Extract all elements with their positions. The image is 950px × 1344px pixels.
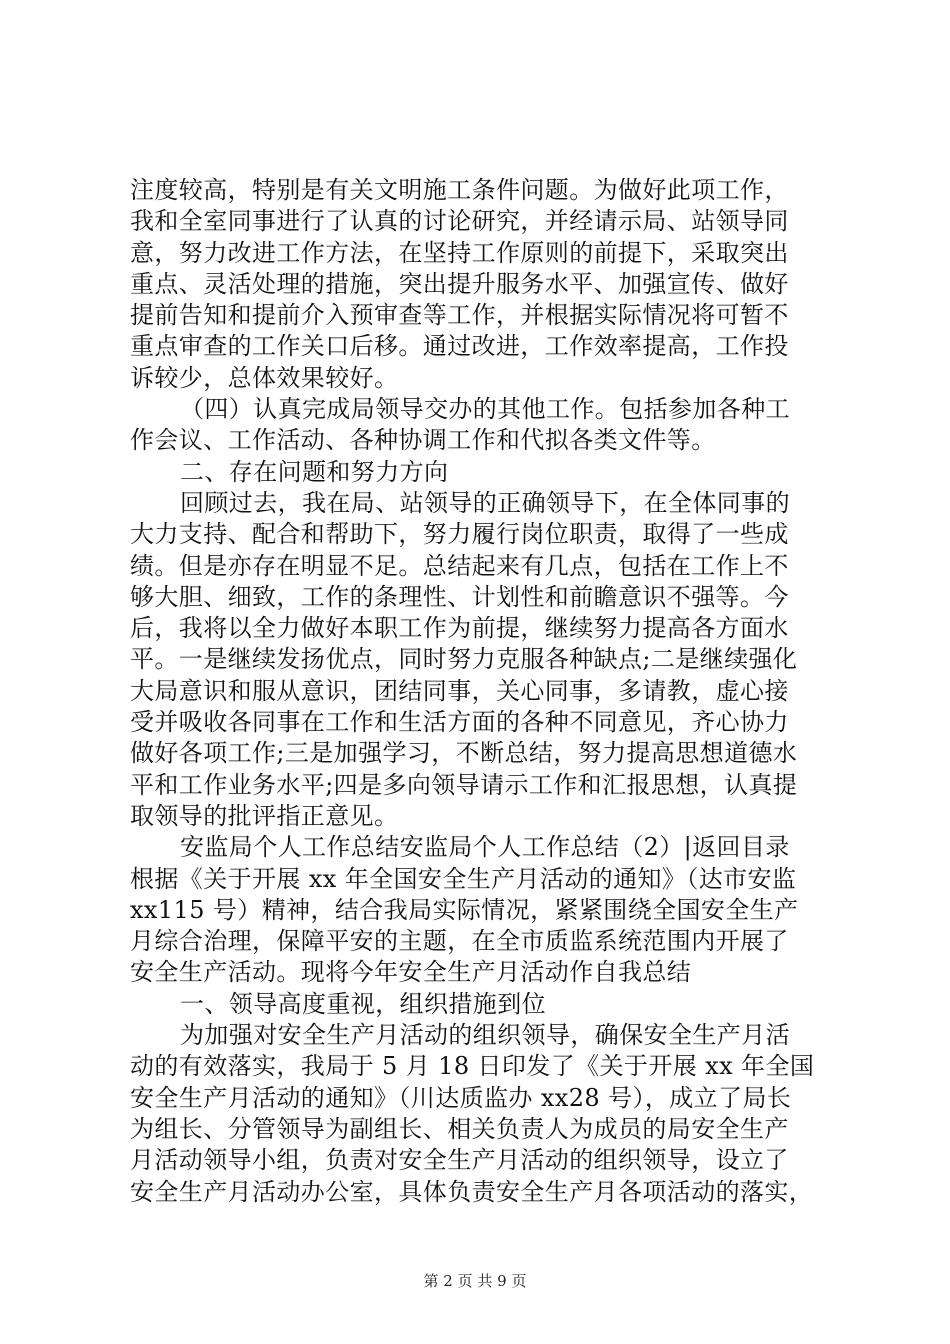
body-text <box>130 175 830 1208</box>
text-line: 我和全室同事进行了认真的讨论研究，并经请示局、站领导同 <box>130 207 789 236</box>
text-line: 取领导的批评指正意见。 <box>130 801 399 830</box>
text-line: 根据《关于开展 xx 年全国安全生产月活动的通知》（达市安监 <box>130 864 797 893</box>
text-line: 重点、灵活处理的措施，突出提升服务水平、加强宣传、做好 <box>130 269 789 298</box>
text-line: 大力支持、配合和帮助下，努力履行岗位职责，取得了一些成 <box>130 520 789 549</box>
page-footer: 第 2 页 共 9 页 <box>423 1272 527 1290</box>
text-line: 平和工作业务水平;四是多向领导请示工作和汇报思想，认真提 <box>130 770 798 799</box>
text-line: 意，努力改进工作方法，在坚持工作原则的前提下，采取突出 <box>130 238 789 267</box>
text-line: 注度较高，特别是有关文明施工条件问题。为做好此项工作， <box>130 176 789 204</box>
text-line: 作会议、工作活动、各种协调工作和代拟各类文件等。 <box>130 426 716 455</box>
text-line: 为组长、分管领导为副组长、相关负责人为成员的局安全生产 <box>130 1114 789 1143</box>
text-line: （四）认真完成局领导交办的其他工作。包括参加各种工 <box>180 395 790 424</box>
text-line: 平。一是继续发扬优点，同时努力克服各种缺点;二是继续强化 <box>130 645 798 674</box>
text-line: 为加强对安全生产月活动的组织领导，确保安全生产月活 <box>180 1021 790 1050</box>
text-line: 做好各项工作;三是加强学习，不断总结，努力提高思想道德水 <box>130 739 798 768</box>
text-line: 绩。但是亦存在明显不足。总结起来有几点，包括在工作上不 <box>130 551 789 580</box>
text-line: 后，我将以全力做好本职工作为前提，继续努力提高各方面水 <box>130 614 789 643</box>
text-line: 月综合治理，保障平安的主题，在全市质监系统范围内开展了 <box>130 927 789 956</box>
text-line: 提前告知和提前介入预审查等工作，并根据实际情况将可暂不 <box>130 301 789 330</box>
text-line: 安全生产月活动的通知》（川达质监办 xx28 号），成立了局长 <box>130 1083 792 1112</box>
text-line: 一、领导高度重视，组织措施到位 <box>180 989 546 1018</box>
text-line: 回顾过去，我在局、站领导的正确领导下，在全体同事的 <box>180 488 790 517</box>
text-line: 受并吸收各同事在工作和生活方面的各种不同意见，齐心协力 <box>130 708 789 737</box>
text-line: 大局意识和服从意识，团结同事，关心同事，多请教，虚心接 <box>130 676 789 705</box>
text-line: xx115 号）精神，结合我局实际情况，紧紧围绕全国安全生产 <box>130 895 799 924</box>
text-line: 诉较少，总体效果较好。 <box>130 363 399 392</box>
text-line: 重点审查的工作关口后移。通过改进，工作效率提高，工作投 <box>130 332 789 361</box>
text-line: 安全生产活动。现将今年安全生产月活动作自我总结 <box>130 958 692 987</box>
text-line: 月活动领导小组，负责对安全生产月活动的组织领导，设立了 <box>130 1146 789 1175</box>
text-line: 安监局个人工作总结安监局个人工作总结（2）|返回目录 <box>180 833 790 862</box>
text-line: 动的有效落实，我局于 5 月 18 日印发了《关于开展 xx 年全国 <box>130 1052 815 1081</box>
text-line: 安全生产月活动办公室，具体负责安全生产月各项活动的落实， <box>130 1177 814 1206</box>
text-line: 够大胆、细致，工作的条理性、计划性和前瞻意识不强等。今 <box>130 582 789 611</box>
text-line: 二、存在问题和努力方向 <box>180 457 449 486</box>
